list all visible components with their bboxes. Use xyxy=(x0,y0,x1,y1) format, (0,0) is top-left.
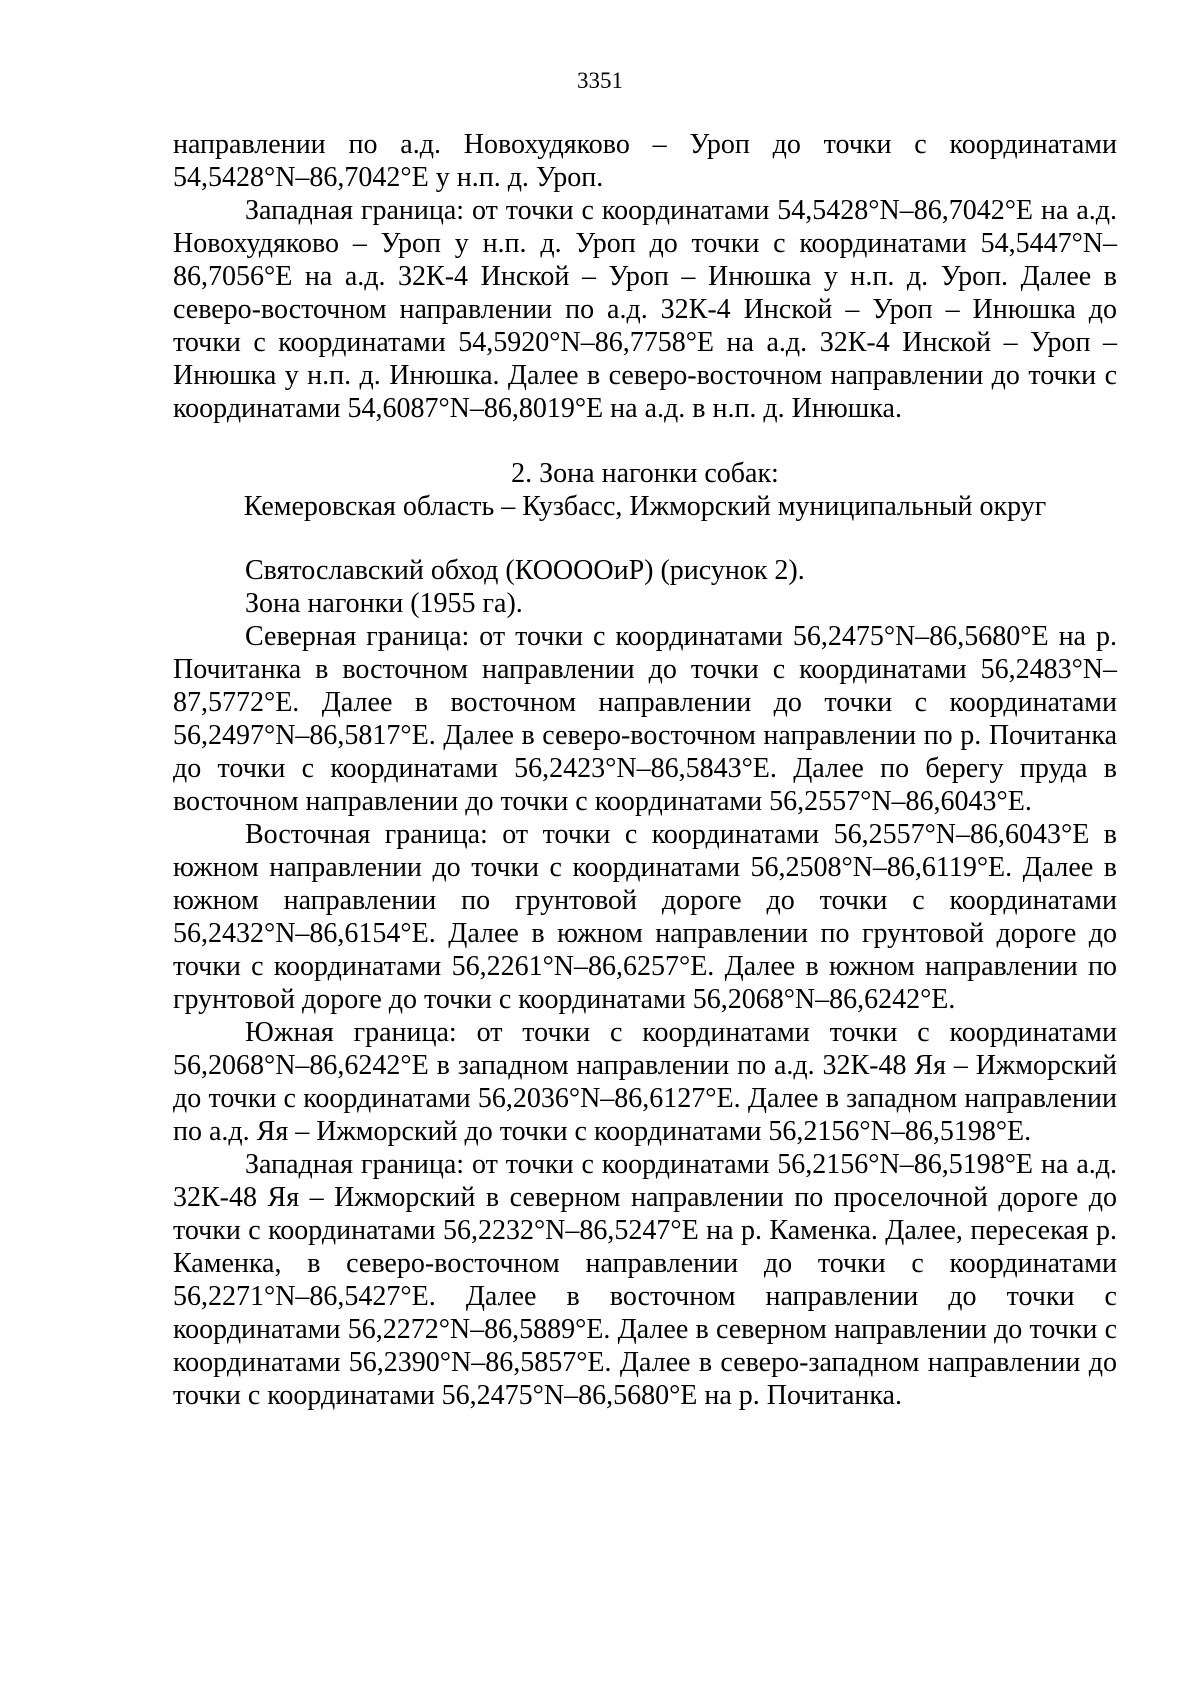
section-heading-region: Кемеровская область – Кузбасс, Ижморский муниципальный округ xyxy=(243,491,1047,522)
western-boundary-paragraph: Западная граница: от точки с координатами 56,2156°N–86,5198°E на а.д. 32К-48 Яя – Ижморский в северном направлении по проселочной дороге до точки с координатами 56,2232°N–86,5247°E на р. Каменка. Далее, пересекая р. Каменка, в северо-восточном направлении до точки с координатами 56,2271°N–86,5427°E. Далее в восточном направлении до точки с координатами 56,2272°N–86,5889°E. Далее в северном направлении до точки с координатами 56,2390°N–86,5857°E. Далее в северо-западном направлении до точки с координатами 56,2475°N–86,5680°E на р. Почитанка. xyxy=(173,1149,1117,1411)
section-heading xyxy=(173,457,1117,523)
section-heading-title: 2. Зона нагонки собак: xyxy=(511,458,779,489)
continued-paragraph: направлении по а.д. Новохудяково – Уроп до точки с координатами 54,5428°N–86,7042°E у н.п. д. Уроп. xyxy=(173,129,1117,193)
document-body xyxy=(173,128,1117,1412)
bypass-name-paragraph: Святославский обход (КООООиР) (рисунок 2). xyxy=(245,555,805,586)
southern-boundary-paragraph: Южная граница: от точки с координатами точки с координатами 56,2068°N–86,6242°E в западном направлении по а.д. 32К-48 Яя – Ижморский до точки с координатами 56,2036°N–86,6127°E. Далее в западном направлении по а.д. Яя – Ижморский до точки с координатами 56,2156°N–86,5198°E. xyxy=(173,1017,1117,1147)
eastern-boundary-paragraph: Восточная граница: от точки с координатами 56,2557°N–86,6043°E в южном направлении до точки с координатами 56,2508°N–86,6119°E. Далее в южном направлении по грунтовой дороге до точки с координатами 56,2432°N–86,6154°E. Далее в южном направлении по грунтовой дороге до точки с координатами 56,2261°N–86,6257°E. Далее в южном направлении по грунтовой дороге до точки с координатами 56,2068°N–86,6242°E. xyxy=(173,819,1117,1015)
zone-area-paragraph: Зона нагонки (1955 га). xyxy=(245,588,523,619)
western-boundary-paragraph-zone1: Западная граница: от точки с координатами 54,5428°N–86,7042°E на а.д. Новохудяково – Уроп у н.п. д. Уроп до точки с координатами 54,5447°N–86,7056°E на а.д. 32К-4 Инской – Уроп – Инюшка у н.п. д. Уроп. Далее в северо-восточном направлении по а.д. 32К-4 Инской – Уроп – Инюшка до точки с координатами 54,5920°N–86,7758°E на а.д. 32К-4 Инской – Уроп – Инюшка у н.п. д. Инюшка. Далее в северо-восточном направлении до точки с координатами 54,6087°N–86,8019°E на а.д. в н.п. д. Инюшка. xyxy=(173,195,1117,424)
page-number: 3351 xyxy=(577,68,623,93)
northern-boundary-paragraph: Северная граница: от точки с координатами 56,2475°N–86,5680°E на р. Почитанка в восточном направлении до точки с координатами 56,2483°N–87,5772°E. Далее в восточном направлении до точки с координатами 56,2497°N–86,5817°E. Далее в северо-восточном направлении по р. Почитанка до точки с координатами 56,2423°N–86,5843°E. Далее по берегу пруда в восточном направлении до точки с координатами 56,2557°N–86,6043°E. xyxy=(173,621,1117,817)
